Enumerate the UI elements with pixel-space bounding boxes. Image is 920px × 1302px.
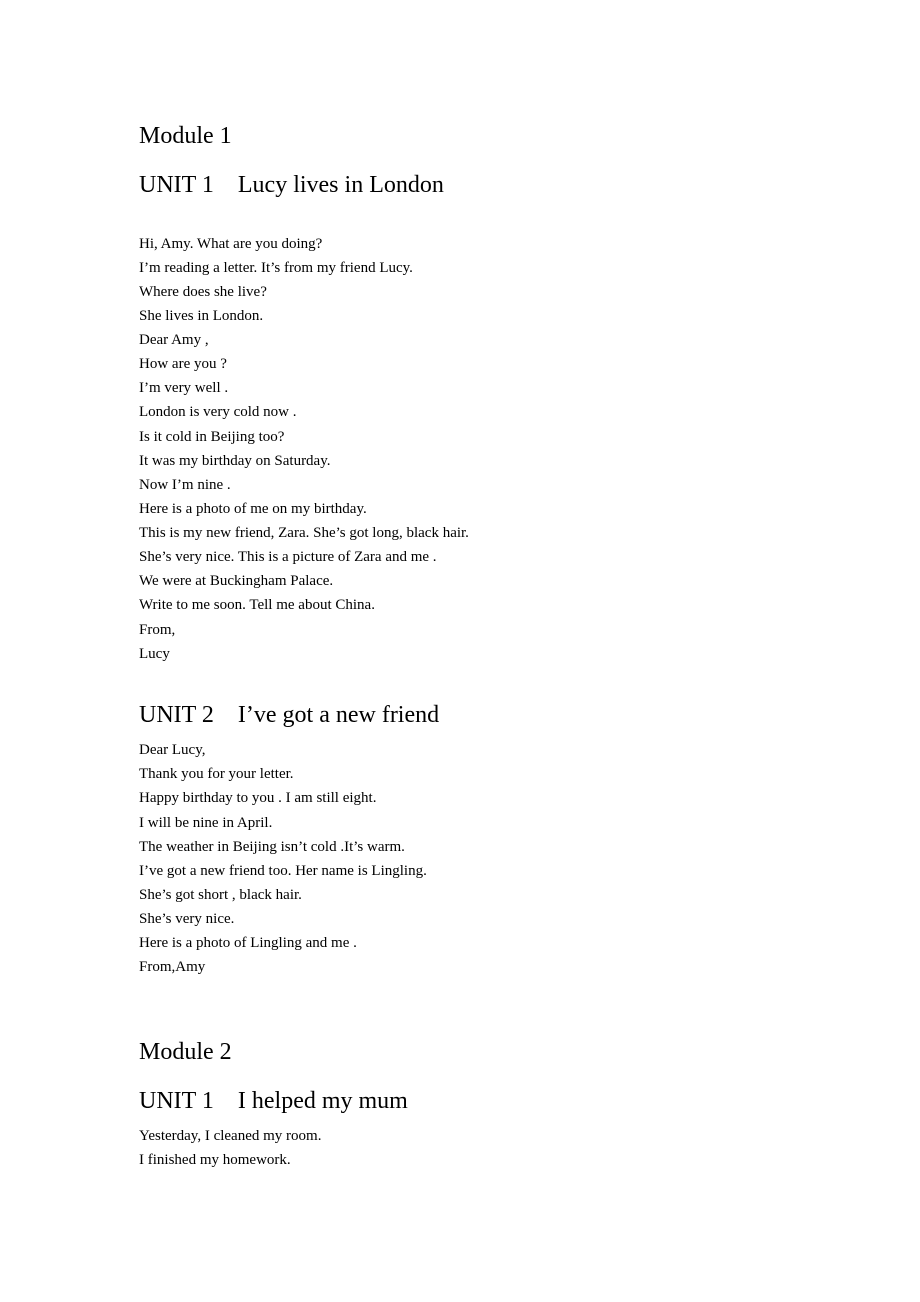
text-line: From,Amy bbox=[139, 959, 206, 975]
text-line: Happy birthday to you . I am still eight. bbox=[139, 790, 377, 806]
text-line: I finished my homework. bbox=[139, 1152, 291, 1168]
text-line: Lucy bbox=[139, 646, 170, 662]
text-line: I’m reading a letter. It’s from my friend Lucy. bbox=[139, 260, 413, 276]
text-line: Is it cold in Beijing too? bbox=[139, 429, 285, 445]
text-line: Dear Amy , bbox=[139, 332, 209, 348]
text-line: Here is a photo of Lingling and me . bbox=[139, 935, 357, 951]
module-1-title: Module 1 bbox=[139, 123, 232, 149]
module-2-unit-1-title: UNIT 1 I helped my mum bbox=[139, 1088, 408, 1114]
text-line: We were at Buckingham Palace. bbox=[139, 573, 334, 589]
text-line: Where does she live? bbox=[139, 284, 267, 300]
text-line: She lives in London. bbox=[139, 308, 264, 324]
text-line: Here is a photo of me on my birthday. bbox=[139, 501, 367, 517]
text-line: I’m very well . bbox=[139, 380, 229, 396]
text-line: Write to me soon. Tell me about China. bbox=[139, 597, 375, 613]
text-line: Thank you for your letter. bbox=[139, 766, 294, 782]
text-line: She’s very nice. This is a picture of Zara and me . bbox=[139, 549, 437, 565]
text-line: Dear Lucy, bbox=[139, 742, 206, 758]
module-2-title: Module 2 bbox=[139, 1039, 232, 1065]
text-line: From, bbox=[139, 622, 176, 638]
text-line: Hi, Amy. What are you doing? bbox=[139, 236, 323, 252]
text-line: The weather in Beijing isn’t cold .It’s warm. bbox=[139, 839, 405, 855]
unit-2-title: UNIT 2 I’ve got a new friend bbox=[139, 702, 440, 728]
text-line: She’s got short , black hair. bbox=[139, 887, 302, 903]
text-line: How are you ? bbox=[139, 356, 227, 372]
text-line: It was my birthday on Saturday. bbox=[139, 453, 331, 469]
text-line: Yesterday, I cleaned my room. bbox=[139, 1128, 322, 1144]
text-line: She’s very nice. bbox=[139, 911, 235, 927]
text-line: I’ve got a new friend too. Her name is Lingling. bbox=[139, 863, 427, 879]
text-line: This is my new friend, Zara. She’s got long, black hair. bbox=[139, 525, 469, 541]
text-line: I will be nine in April. bbox=[139, 815, 273, 831]
text-line: Now I’m nine . bbox=[139, 477, 231, 493]
unit-1-title: UNIT 1 Lucy lives in London bbox=[139, 172, 444, 198]
text-line: London is very cold now . bbox=[139, 404, 297, 420]
